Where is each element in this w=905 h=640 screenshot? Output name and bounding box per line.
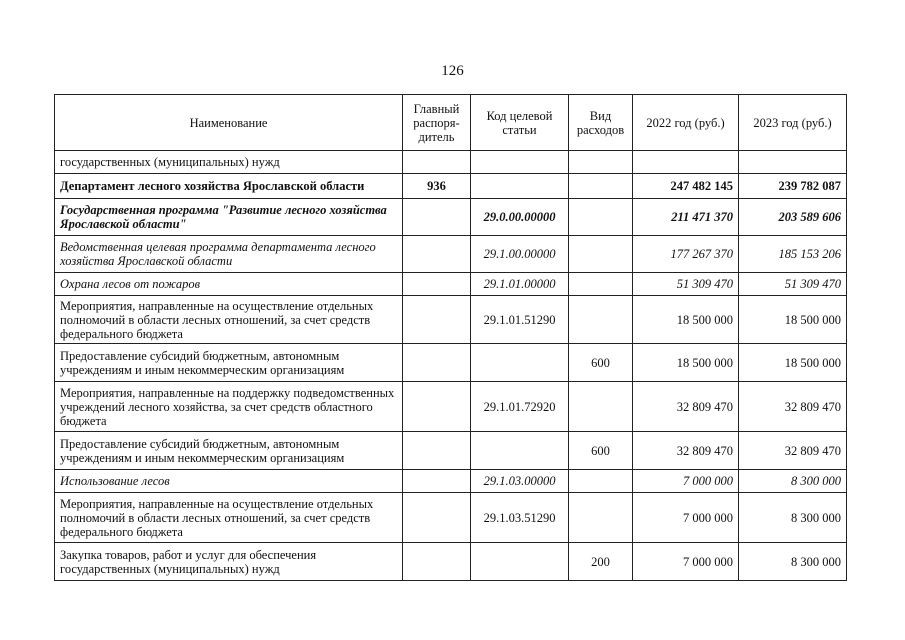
cell-year-2023: 239 782 087 — [739, 174, 847, 199]
cell-distributor — [403, 470, 471, 493]
cell-year-2023: 8 300 000 — [739, 493, 847, 543]
cell-name: Закупка товаров, работ и услуг для обеспечения государственных (муниципальных) нужд — [55, 543, 403, 581]
header-year-2022: 2022 год (руб.) — [633, 95, 739, 151]
header-name: Наименование — [55, 95, 403, 151]
cell-name: Мероприятия, направленные на осуществление отдельных полномочий в области лесных отношений, за счет средств федерального бюджета — [55, 493, 403, 543]
cell-name: Мероприятия, направленные на осуществление отдельных полномочий в области лесных отношений, за счет средств федерального бюджета — [55, 296, 403, 344]
cell-distributor — [403, 543, 471, 581]
cell-year-2023: 203 589 606 — [739, 199, 847, 236]
cell-year-2022: 211 471 370 — [633, 199, 739, 236]
cell-name: государственных (муниципальных) нужд — [55, 151, 403, 174]
cell-name: Мероприятия, направленные на поддержку подведомственных учреждений лесного хозяйства, за счет средств областного бюджета — [55, 382, 403, 432]
cell-distributor — [403, 151, 471, 174]
cell-type — [569, 151, 633, 174]
table-row — [55, 174, 847, 199]
table-row — [55, 151, 847, 174]
cell-distributor — [403, 296, 471, 344]
cell-name: Департамент лесного хозяйства Ярославской области — [55, 174, 403, 199]
cell-distributor — [403, 382, 471, 432]
table-row — [55, 493, 847, 543]
table-row — [55, 543, 847, 581]
cell-year-2023: 18 500 000 — [739, 344, 847, 382]
table-row — [55, 296, 847, 344]
cell-type — [569, 296, 633, 344]
cell-year-2022 — [633, 151, 739, 174]
cell-type: 600 — [569, 344, 633, 382]
cell-code — [471, 432, 569, 470]
cell-type — [569, 236, 633, 273]
cell-name: Предоставление субсидий бюджетным, автономным учреждениям и иным некоммерческим организациям — [55, 344, 403, 382]
cell-type — [569, 199, 633, 236]
cell-name: Ведомственная целевая программа департамента лесного хозяйства Ярославской области — [55, 236, 403, 273]
cell-year-2022: 32 809 470 — [633, 432, 739, 470]
header-type: Вид расходов — [569, 95, 633, 151]
cell-code — [471, 151, 569, 174]
cell-code: 29.1.01.51290 — [471, 296, 569, 344]
budget-table — [54, 94, 847, 581]
cell-code: 29.1.00.00000 — [471, 236, 569, 273]
cell-year-2023: 8 300 000 — [739, 470, 847, 493]
cell-type — [569, 382, 633, 432]
cell-code: 29.1.03.00000 — [471, 470, 569, 493]
cell-distributor — [403, 432, 471, 470]
table-row — [55, 199, 847, 236]
table-header-row — [55, 95, 847, 151]
cell-distributor: 936 — [403, 174, 471, 199]
cell-type — [569, 174, 633, 199]
cell-name: Государственная программа "Развитие лесного хозяйства Ярославской области" — [55, 199, 403, 236]
header-code: Код целевой статьи — [471, 95, 569, 151]
cell-year-2023: 32 809 470 — [739, 382, 847, 432]
cell-code: 29.1.01.72920 — [471, 382, 569, 432]
table-row — [55, 382, 847, 432]
cell-year-2023: 18 500 000 — [739, 296, 847, 344]
cell-year-2022: 247 482 145 — [633, 174, 739, 199]
cell-code: 29.0.00.00000 — [471, 199, 569, 236]
cell-code: 29.1.03.51290 — [471, 493, 569, 543]
table-body — [55, 151, 847, 581]
cell-year-2023: 8 300 000 — [739, 543, 847, 581]
cell-distributor — [403, 236, 471, 273]
cell-distributor — [403, 199, 471, 236]
cell-year-2022: 7 000 000 — [633, 543, 739, 581]
table-row — [55, 470, 847, 493]
cell-name: Охрана лесов от пожаров — [55, 273, 403, 296]
cell-type: 600 — [569, 432, 633, 470]
cell-type — [569, 273, 633, 296]
cell-year-2022: 32 809 470 — [633, 382, 739, 432]
cell-type — [569, 493, 633, 543]
cell-year-2022: 18 500 000 — [633, 296, 739, 344]
table-row — [55, 432, 847, 470]
header-distributor: Главный распоря-дитель — [403, 95, 471, 151]
cell-code — [471, 174, 569, 199]
cell-name: Предоставление субсидий бюджетным, автономным учреждениям и иным некоммерческим организациям — [55, 432, 403, 470]
cell-year-2022: 7 000 000 — [633, 470, 739, 493]
cell-distributor — [403, 344, 471, 382]
cell-year-2022: 7 000 000 — [633, 493, 739, 543]
cell-year-2023: 51 309 470 — [739, 273, 847, 296]
cell-type: 200 — [569, 543, 633, 581]
table-row — [55, 273, 847, 296]
cell-year-2022: 177 267 370 — [633, 236, 739, 273]
header-year-2023: 2023 год (руб.) — [739, 95, 847, 151]
page-number: 126 — [441, 63, 464, 79]
cell-distributor — [403, 493, 471, 543]
cell-year-2022: 51 309 470 — [633, 273, 739, 296]
table-row — [55, 344, 847, 382]
cell-name: Использование лесов — [55, 470, 403, 493]
cell-year-2023 — [739, 151, 847, 174]
cell-year-2023: 185 153 206 — [739, 236, 847, 273]
table-row — [55, 236, 847, 273]
cell-code: 29.1.01.00000 — [471, 273, 569, 296]
cell-year-2022: 18 500 000 — [633, 344, 739, 382]
cell-type — [569, 470, 633, 493]
cell-distributor — [403, 273, 471, 296]
cell-code — [471, 543, 569, 581]
cell-code — [471, 344, 569, 382]
cell-year-2023: 32 809 470 — [739, 432, 847, 470]
